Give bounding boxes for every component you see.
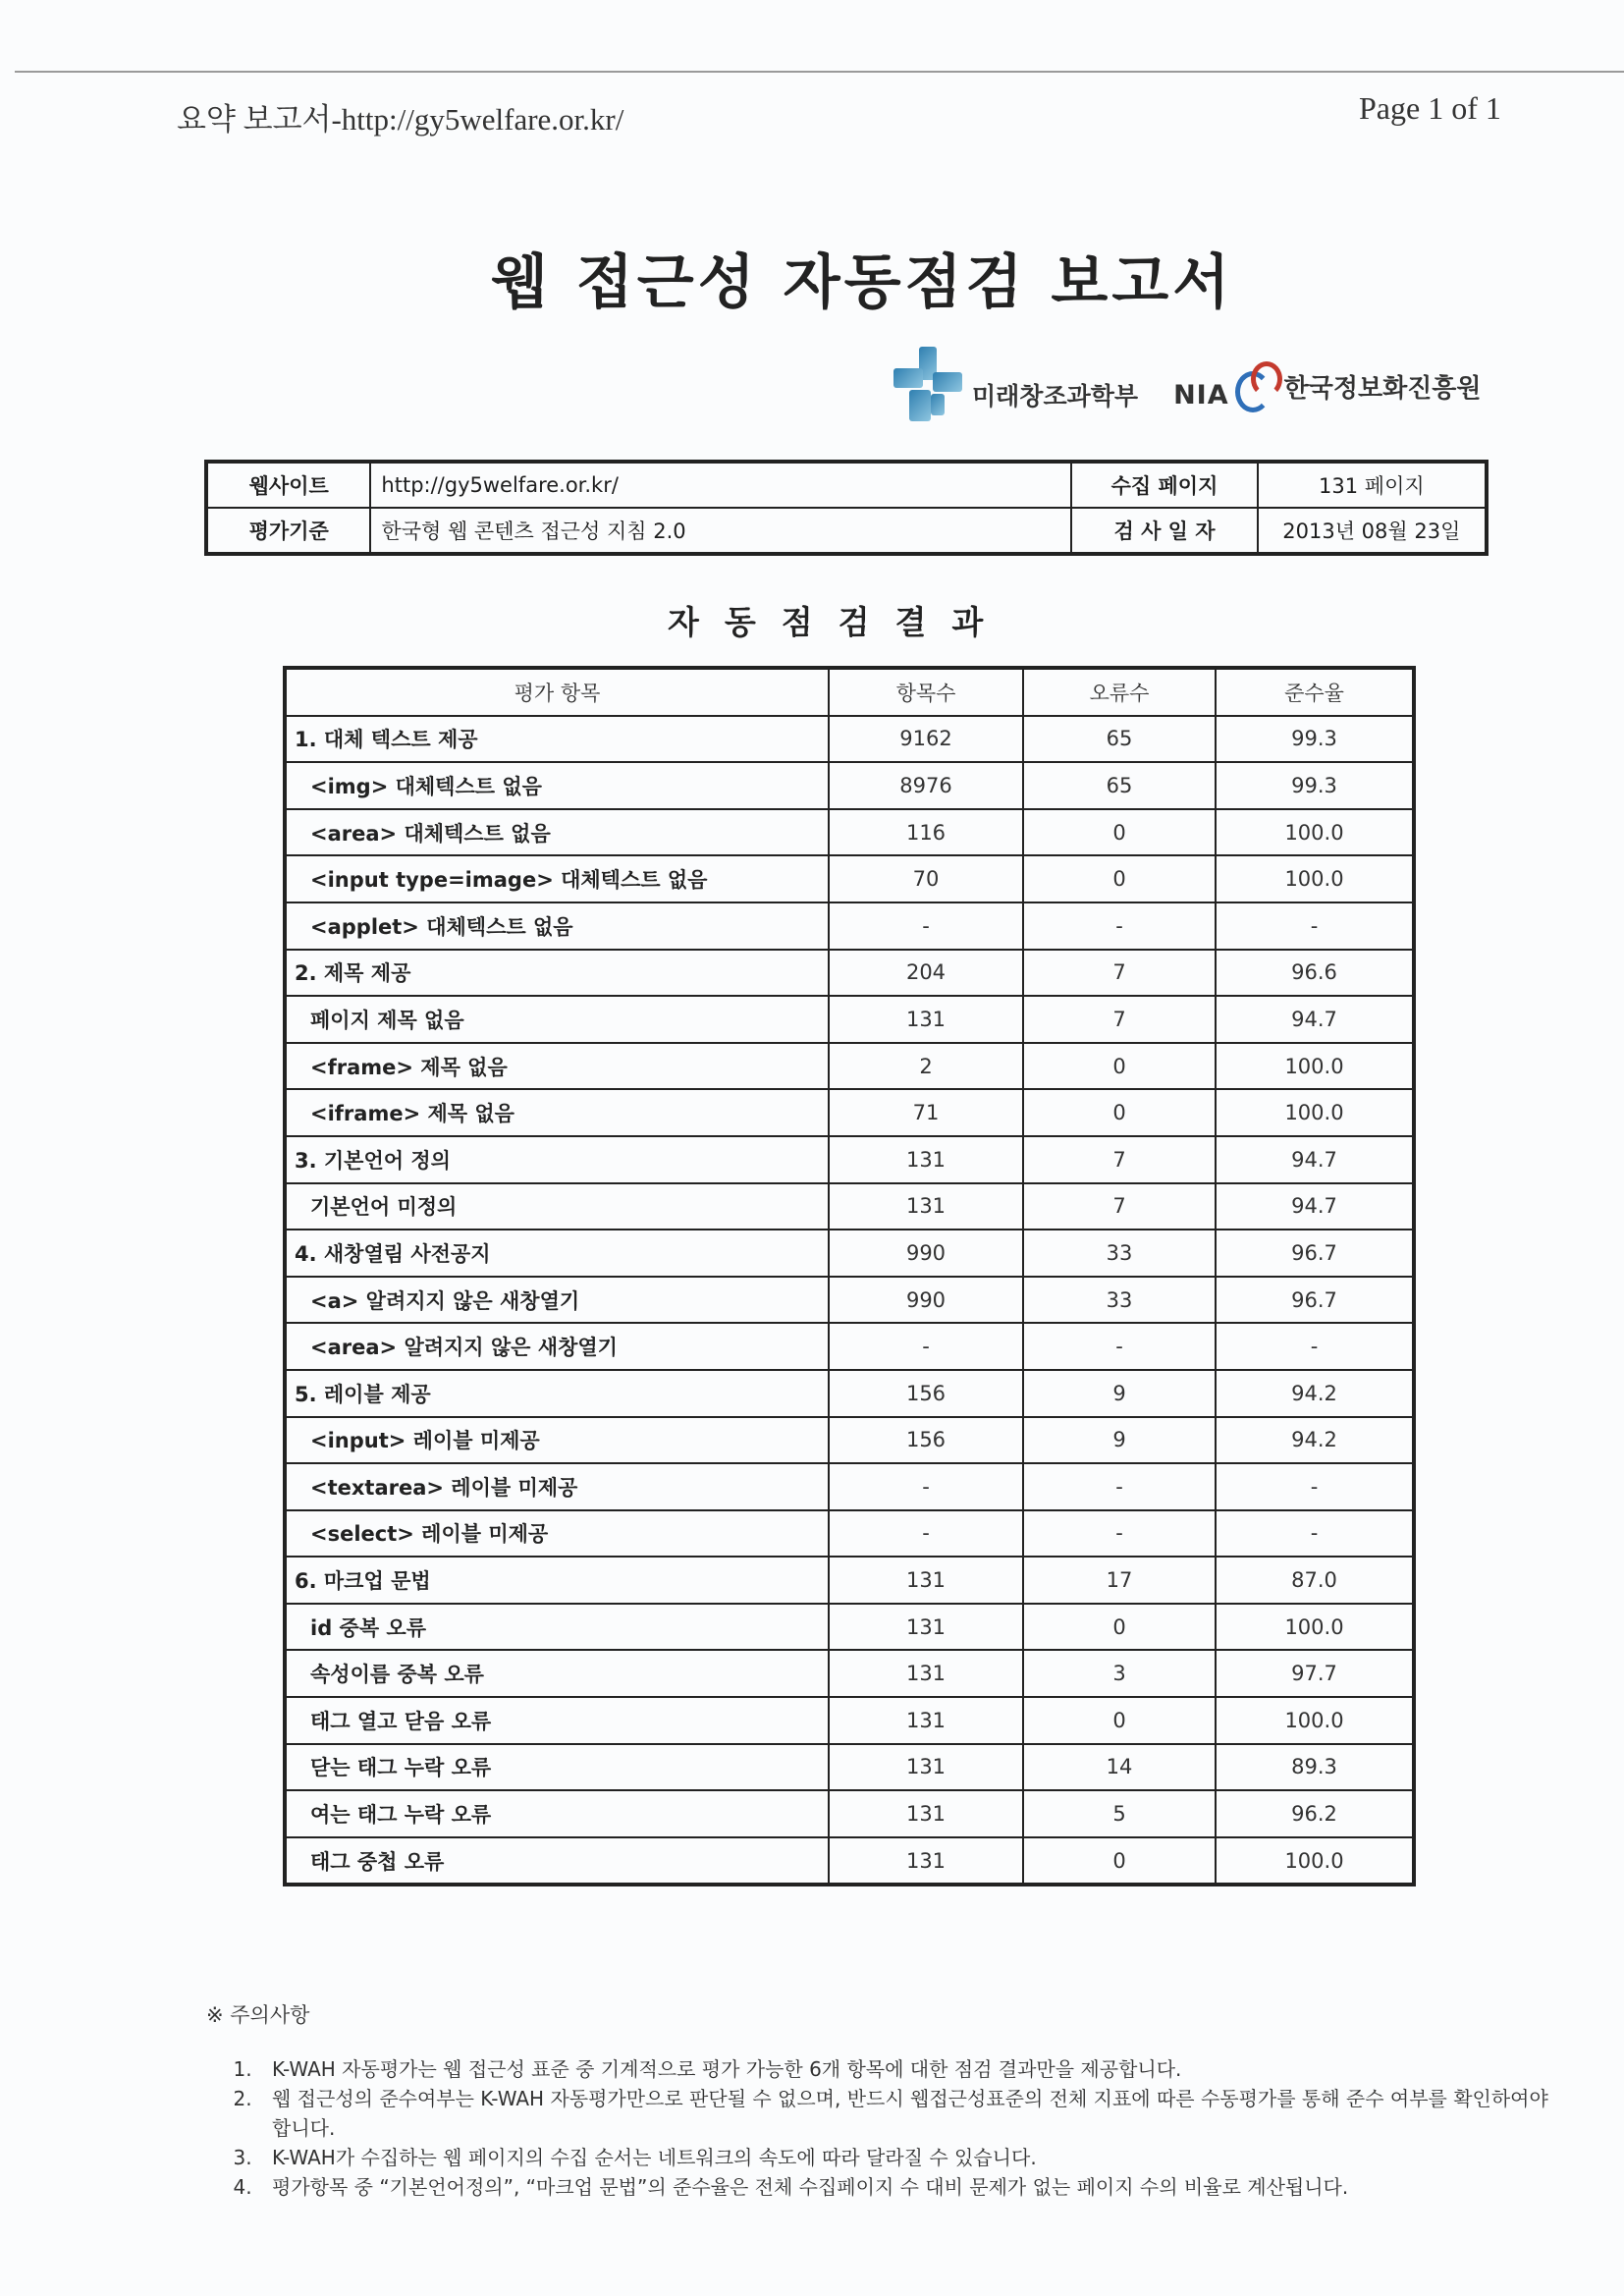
category-row [285,1370,1414,1417]
item-count: 131 [829,996,1023,1043]
table-row [285,1697,1414,1744]
table-row [285,1744,1414,1791]
item-count: 131 [829,1604,1023,1651]
item-name: 페이지 제목 없음 [285,996,829,1043]
item-count: 131 [829,1650,1023,1697]
compliance-rate: 89.3 [1216,1744,1414,1791]
standard-label: 평가기준 [206,508,370,554]
error-count: 33 [1023,1230,1216,1277]
error-count: - [1023,1323,1216,1370]
item-name: <frame> 제목 없음 [285,1043,829,1090]
item-count: 131 [829,1790,1023,1837]
col-header-count: 항목수 [829,668,1023,716]
ministry-name: 미래창조과학부 [972,382,1139,410]
item-name: 속성이름 중복 오류 [285,1650,829,1697]
col-header-errors: 오류수 [1023,668,1216,716]
category-row [285,1557,1414,1604]
item-count: 204 [829,950,1023,997]
compliance-rate: 94.2 [1216,1417,1414,1464]
item-count: 2 [829,1043,1023,1090]
notes-heading: ※ 주의사항 [206,2003,310,2027]
note-item: 2. 웹 접근성의 준수여부는 K-WAH 자동평가만으로 판단될 수 없으며, 반드시 웹접근성표준의 전체 지표에 따른 수동평가를 통해 준수 여부를 확인하여야 합니다. [258,2084,1554,2143]
page-top-rule [15,71,1624,73]
item-count: 990 [829,1230,1023,1277]
item-name: <img> 대체텍스트 없음 [285,762,829,809]
table-row [285,1790,1414,1837]
error-count: 17 [1023,1557,1216,1604]
item-count: 131 [829,1557,1023,1604]
col-header-rate: 준수율 [1216,668,1414,716]
item-count: 71 [829,1089,1023,1136]
error-count: 0 [1023,1089,1216,1136]
item-name: <select> 레이블 미제공 [285,1510,829,1558]
item-count: 131 [829,1697,1023,1744]
standard-value: 한국형 웹 콘텐츠 접근성 지침 2.0 [370,508,1071,554]
notes-list [211,2054,1554,2202]
item-count: 8976 [829,762,1023,809]
table-row [285,902,1414,950]
item-count: 156 [829,1370,1023,1417]
compliance-rate: 94.7 [1216,1136,1414,1183]
table-row [285,1183,1414,1230]
table-row [285,1043,1414,1090]
print-header-title: 요약 보고서-http://gy5welfare.or.kr/ [177,102,624,137]
pages-value: 131 페이지 [1258,462,1487,508]
nia-logo-icon [1233,361,1280,410]
compliance-rate: 97.7 [1216,1650,1414,1697]
compliance-rate: 94.2 [1216,1370,1414,1417]
category-row [285,716,1414,763]
compliance-rate: 100.0 [1216,809,1414,856]
error-count: 7 [1023,996,1216,1043]
item-name: <textarea> 레이블 미제공 [285,1463,829,1510]
pages-label: 수집 페이지 [1071,462,1257,508]
compliance-rate: - [1216,1463,1414,1510]
note-item: 1. K-WAH 자동평가는 웹 접근성 표준 중 기계적으로 평가 가능한 6개 항목에 대한 점검 결과만을 제공합니다. [258,2054,1554,2084]
item-name: 4. 새창열림 사전공지 [285,1230,829,1277]
table-row [285,855,1414,902]
item-count: - [829,1463,1023,1510]
info-row [206,462,1487,508]
item-name: 닫는 태그 누락 오류 [285,1744,829,1791]
compliance-rate: 96.7 [1216,1230,1414,1277]
table-row [285,996,1414,1043]
category-row [285,1230,1414,1277]
compliance-rate: 100.0 [1216,1837,1414,1886]
results-title: 자동점검결과 [668,603,1009,641]
print-page-number: Page 1 of 1 [1359,90,1501,126]
category-row [285,950,1414,997]
compliance-rate: 100.0 [1216,1697,1414,1744]
item-count: 131 [829,1837,1023,1886]
error-count: 65 [1023,762,1216,809]
item-name: 2. 제목 제공 [285,950,829,997]
item-count: - [829,902,1023,950]
date-value: 2013년 08월 23일 [1258,508,1487,554]
table-row [285,1510,1414,1558]
error-count: - [1023,1463,1216,1510]
item-count: 70 [829,855,1023,902]
error-count: 9 [1023,1417,1216,1464]
note-item: 3. K-WAH가 수집하는 웹 페이지의 수집 순서는 네트워크의 속도에 따라 달라질 수 있습니다. [258,2143,1554,2172]
compliance-rate: 100.0 [1216,1089,1414,1136]
website-value: http://gy5welfare.or.kr/ [370,462,1071,508]
item-count: 131 [829,1744,1023,1791]
item-count: 990 [829,1277,1023,1324]
error-count: 0 [1023,1697,1216,1744]
item-name: <iframe> 제목 없음 [285,1089,829,1136]
error-count: 33 [1023,1277,1216,1324]
info-row [206,508,1487,554]
date-label: 검 사 일 자 [1071,508,1257,554]
results-header-row [285,668,1414,716]
item-count: 131 [829,1136,1023,1183]
table-row [285,762,1414,809]
item-name: 5. 레이블 제공 [285,1370,829,1417]
error-count: - [1023,1510,1216,1558]
item-name: <input> 레이블 미제공 [285,1417,829,1464]
item-name: 태그 열고 닫음 오류 [285,1697,829,1744]
item-name: <area> 알려지지 않은 새창열기 [285,1323,829,1370]
table-row [285,1277,1414,1324]
compliance-rate: 96.6 [1216,950,1414,997]
item-name: 3. 기본언어 정의 [285,1136,829,1183]
item-name: <applet> 대체텍스트 없음 [285,902,829,950]
table-row [285,1417,1414,1464]
error-count: 65 [1023,716,1216,763]
item-count: 156 [829,1417,1023,1464]
error-count: - [1023,902,1216,950]
table-row [285,1323,1414,1370]
category-row [285,1136,1414,1183]
website-label: 웹사이트 [206,462,370,508]
table-row [285,1650,1414,1697]
nia-name: 한국정보화진흥원 [1283,373,1482,404]
compliance-rate: - [1216,1323,1414,1370]
compliance-rate: 96.2 [1216,1790,1414,1837]
results-table [283,666,1416,1886]
compliance-rate: 94.7 [1216,996,1414,1043]
item-count: 116 [829,809,1023,856]
item-name: <a> 알려지지 않은 새창열기 [285,1277,829,1324]
error-count: 0 [1023,1043,1216,1090]
nia-abbr: NIA [1173,379,1229,410]
col-header-item: 평가 항목 [285,668,829,716]
item-name: 1. 대체 텍스트 제공 [285,716,829,763]
ministry-logo-icon [893,347,962,425]
compliance-rate: 96.7 [1216,1277,1414,1324]
item-name: 기본언어 미정의 [285,1183,829,1230]
error-count: 0 [1023,1837,1216,1886]
compliance-rate: 99.3 [1216,716,1414,763]
item-count: - [829,1510,1023,1558]
compliance-rate: 100.0 [1216,1604,1414,1651]
compliance-rate: 87.0 [1216,1557,1414,1604]
error-count: 9 [1023,1370,1216,1417]
table-row [285,1463,1414,1510]
item-count: - [829,1323,1023,1370]
item-name: <input type=image> 대체텍스트 없음 [285,855,829,902]
item-name: 여는 태그 누락 오류 [285,1790,829,1837]
report-title: 웹 접근성 자동점검 보고서 [491,248,1234,317]
table-row [285,1837,1414,1886]
item-name: 6. 마크업 문법 [285,1557,829,1604]
error-count: 7 [1023,950,1216,997]
table-row [285,1089,1414,1136]
report-info-table [204,460,1489,556]
error-count: 14 [1023,1744,1216,1791]
error-count: 3 [1023,1650,1216,1697]
error-count: 0 [1023,1604,1216,1651]
error-count: 7 [1023,1183,1216,1230]
item-name: 태그 중첩 오류 [285,1837,829,1886]
error-count: 0 [1023,855,1216,902]
compliance-rate: 94.7 [1216,1183,1414,1230]
table-row [285,809,1414,856]
note-item: 4. 평가항목 중 “기본언어정의”, “마크업 문법”의 준수율은 전체 수집페이지 수 대비 문제가 없는 페이지 수의 비율로 계산됩니다. [258,2172,1554,2202]
error-count: 0 [1023,809,1216,856]
table-row [285,1604,1414,1651]
item-count: 9162 [829,716,1023,763]
logo-bar [893,342,1482,430]
compliance-rate: 100.0 [1216,855,1414,902]
compliance-rate: 99.3 [1216,762,1414,809]
compliance-rate: - [1216,902,1414,950]
error-count: 5 [1023,1790,1216,1837]
item-name: id 중복 오류 [285,1604,829,1651]
compliance-rate: 100.0 [1216,1043,1414,1090]
compliance-rate: - [1216,1510,1414,1558]
item-name: <area> 대체텍스트 없음 [285,809,829,856]
item-count: 131 [829,1183,1023,1230]
error-count: 7 [1023,1136,1216,1183]
